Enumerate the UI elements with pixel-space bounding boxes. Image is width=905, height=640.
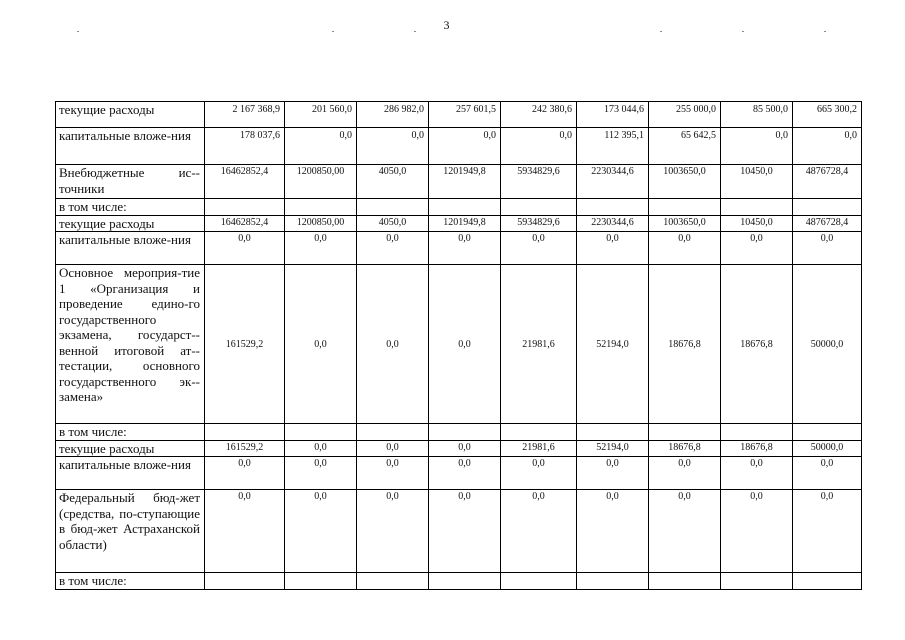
value-cell: 1200850,00 [285, 215, 357, 232]
value-cell: 52194,0 [577, 265, 649, 424]
value-cell: 21981,6 [501, 440, 577, 457]
value-cell: 4876728,4 [793, 215, 862, 232]
value-cell: 0,0 [721, 128, 793, 165]
table-row [56, 573, 862, 590]
value-cell [429, 199, 501, 216]
value-cell: 0,0 [793, 457, 862, 490]
value-cell: 5934829,6 [501, 165, 577, 199]
scan-speck [332, 31, 334, 32]
value-cell: 0,0 [429, 440, 501, 457]
value-cell: 2230344,6 [577, 165, 649, 199]
value-cell [205, 424, 285, 441]
value-cell [721, 199, 793, 216]
value-cell: 0,0 [357, 457, 429, 490]
value-cell: 0,0 [793, 128, 862, 165]
value-cell: 0,0 [501, 128, 577, 165]
value-cell: 16462852,4 [205, 215, 285, 232]
table-row [56, 215, 862, 232]
row-label: текущие расходы [56, 215, 205, 232]
value-cell: 4050,0 [357, 165, 429, 199]
row-label: текущие расходы [56, 440, 205, 457]
value-cell: 0,0 [501, 490, 577, 573]
row-label: капитальные вложе-ния [56, 128, 205, 165]
value-cell [649, 199, 721, 216]
table-row [56, 424, 862, 441]
value-cell [577, 199, 649, 216]
value-cell: 10450,0 [721, 165, 793, 199]
value-cell: 161529,2 [205, 440, 285, 457]
value-cell: 178 037,6 [205, 128, 285, 165]
value-cell [721, 424, 793, 441]
table-row [56, 265, 862, 424]
value-cell: 0,0 [793, 490, 862, 573]
value-cell: 0,0 [357, 232, 429, 265]
value-cell [285, 199, 357, 216]
value-cell: 4876728,4 [793, 165, 862, 199]
value-cell: 1003650,0 [649, 215, 721, 232]
value-cell [649, 573, 721, 590]
value-cell: 0,0 [357, 128, 429, 165]
value-cell: 0,0 [429, 232, 501, 265]
value-cell [429, 424, 501, 441]
value-cell: 2230344,6 [577, 215, 649, 232]
scan-speck [824, 31, 826, 32]
value-cell [649, 424, 721, 441]
value-cell [793, 199, 862, 216]
table-row [56, 457, 862, 490]
value-cell: 242 380,6 [501, 102, 577, 128]
value-cell: 0,0 [429, 128, 501, 165]
value-cell [357, 573, 429, 590]
value-cell: 4050,0 [357, 215, 429, 232]
value-cell: 0,0 [649, 232, 721, 265]
value-cell: 2 167 368,9 [205, 102, 285, 128]
value-cell: 16462852,4 [205, 165, 285, 199]
value-cell [205, 573, 285, 590]
row-label: в том числе: [56, 424, 205, 441]
scan-speck [414, 31, 416, 32]
value-cell [501, 573, 577, 590]
value-cell: 1201949,8 [429, 165, 501, 199]
value-cell: 0,0 [793, 232, 862, 265]
value-cell: 257 601,5 [429, 102, 501, 128]
scan-speck [77, 31, 79, 32]
value-cell: 173 044,6 [577, 102, 649, 128]
row-label: в том числе: [56, 573, 205, 590]
value-cell: 0,0 [285, 440, 357, 457]
value-cell [429, 573, 501, 590]
value-cell: 0,0 [721, 490, 793, 573]
value-cell: 18676,8 [649, 440, 721, 457]
value-cell: 18676,8 [721, 265, 793, 424]
value-cell: 0,0 [501, 232, 577, 265]
value-cell: 0,0 [649, 490, 721, 573]
value-cell: 0,0 [285, 457, 357, 490]
value-cell [357, 199, 429, 216]
value-cell: 21981,6 [501, 265, 577, 424]
value-cell: 0,0 [205, 232, 285, 265]
value-cell: 0,0 [577, 457, 649, 490]
value-cell: 5934829,6 [501, 215, 577, 232]
value-cell: 18676,8 [649, 265, 721, 424]
value-cell: 0,0 [205, 490, 285, 573]
table-row [56, 232, 862, 265]
value-cell: 50000,0 [793, 440, 862, 457]
table-row [56, 199, 862, 216]
value-cell [501, 199, 577, 216]
value-cell: 1003650,0 [649, 165, 721, 199]
scan-speck [742, 31, 744, 32]
value-cell: 255 000,0 [649, 102, 721, 128]
value-cell: 0,0 [285, 232, 357, 265]
value-cell: 0,0 [429, 457, 501, 490]
value-cell: 0,0 [429, 265, 501, 424]
value-cell: 0,0 [285, 265, 357, 424]
value-cell: 0,0 [501, 457, 577, 490]
value-cell: 10450,0 [721, 215, 793, 232]
value-cell [205, 199, 285, 216]
table-row [56, 102, 862, 128]
value-cell: 286 982,0 [357, 102, 429, 128]
value-cell: 0,0 [577, 232, 649, 265]
value-cell: 0,0 [721, 232, 793, 265]
value-cell: 0,0 [649, 457, 721, 490]
value-cell [793, 424, 862, 441]
value-cell: 85 500,0 [721, 102, 793, 128]
value-cell [501, 424, 577, 441]
row-label: текущие расходы [56, 102, 205, 128]
value-cell [357, 424, 429, 441]
row-label: в том числе: [56, 199, 205, 216]
value-cell: 0,0 [285, 128, 357, 165]
table-row [56, 490, 862, 573]
value-cell [577, 424, 649, 441]
value-cell: 0,0 [357, 440, 429, 457]
row-label: Основное мероприя-тие 1 «Организация и проведение едино-го государственного экзамена, государст-венной итоговой ат-тестации, основного государственного эк-замена» [56, 265, 205, 424]
table-row [56, 128, 862, 165]
value-cell: 52194,0 [577, 440, 649, 457]
value-cell: 665 300,2 [793, 102, 862, 128]
value-cell: 0,0 [357, 490, 429, 573]
value-cell: 1200850,00 [285, 165, 357, 199]
row-label: Федеральный бюд-жет (средства, по-ступающие в бюд-жет Астраханской области) [56, 490, 205, 573]
scan-speck [660, 31, 662, 32]
value-cell [285, 424, 357, 441]
row-label: капитальные вложе-ния [56, 457, 205, 490]
value-cell: 0,0 [285, 490, 357, 573]
value-cell [721, 573, 793, 590]
value-cell: 50000,0 [793, 265, 862, 424]
value-cell: 1201949,8 [429, 215, 501, 232]
budget-table [55, 101, 862, 590]
value-cell: 18676,8 [721, 440, 793, 457]
row-label: капитальные вложе-ния [56, 232, 205, 265]
row-label: Внебюджетные ис-точники [56, 165, 205, 199]
page-number: 3 [443, 18, 450, 32]
value-cell: 0,0 [205, 457, 285, 490]
value-cell: 0,0 [721, 457, 793, 490]
value-cell: 201 560,0 [285, 102, 357, 128]
value-cell: 65 642,5 [649, 128, 721, 165]
value-cell: 161529,2 [205, 265, 285, 424]
value-cell: 0,0 [577, 490, 649, 573]
value-cell [285, 573, 357, 590]
value-cell [577, 573, 649, 590]
value-cell: 112 395,1 [577, 128, 649, 165]
value-cell: 0,0 [357, 265, 429, 424]
table-row [56, 165, 862, 199]
value-cell: 0,0 [429, 490, 501, 573]
value-cell [793, 573, 862, 590]
table-row [56, 440, 862, 457]
